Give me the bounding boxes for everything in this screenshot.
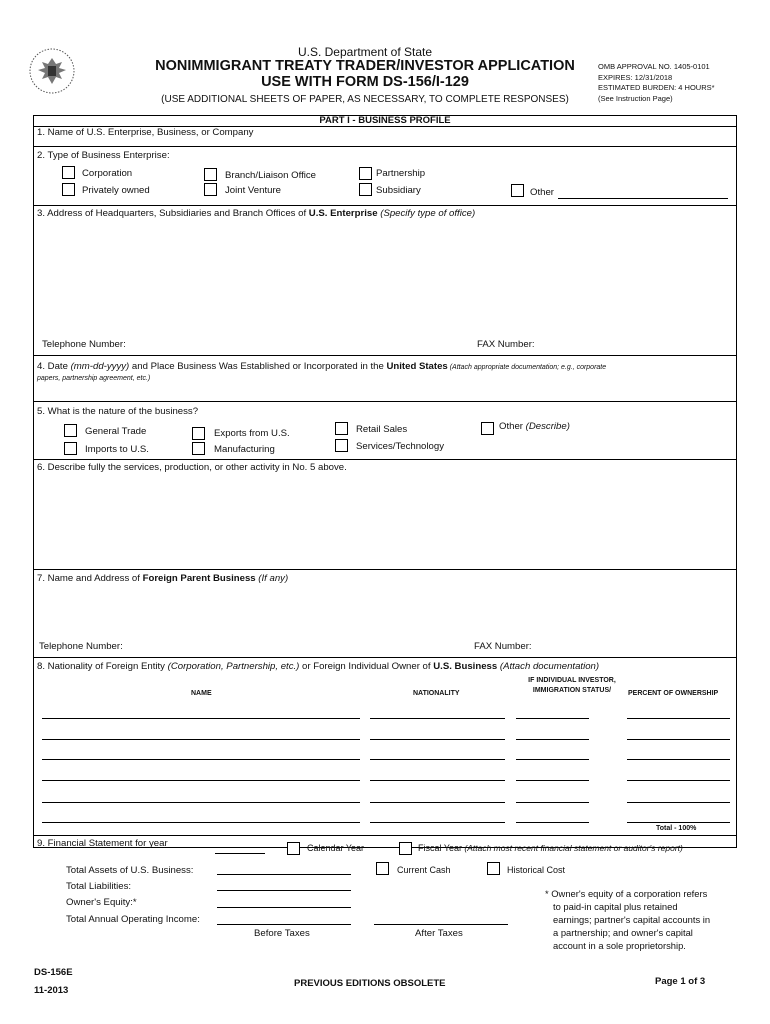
owner-percent-field[interactable]	[627, 718, 730, 719]
current-cash-checkbox[interactable]	[376, 862, 389, 875]
retail-checkbox[interactable]	[335, 422, 348, 435]
q4-label: 4. Date (mm-dd-yyyy) and Place Business Was Established or Incorporated in the United States (Attach appropriate documentation; e.g., corporate	[37, 361, 607, 372]
footnote-line-3: earnings; partner's capital accounts in	[553, 914, 711, 925]
q5-label: 5. What is the nature of the business?	[37, 406, 199, 417]
owner-status-field[interactable]	[516, 759, 589, 760]
omb-expires: EXPIRES: 12/31/2018	[598, 72, 673, 82]
form-subtitle: USE WITH FORM DS-156/I-129	[261, 74, 469, 90]
col-name-header: NAME	[191, 690, 212, 697]
omb-block	[598, 62, 715, 104]
department-name: U.S. Department of State	[297, 45, 433, 59]
footnote-line-5: account in a sole proprietorship.	[553, 940, 686, 951]
general-trade-label: General Trade	[85, 426, 147, 437]
owner-nationality-field[interactable]	[370, 802, 505, 803]
owner-status-field[interactable]	[516, 780, 589, 781]
total-income-label: Total Annual Operating Income:	[66, 914, 200, 925]
col-nationality-header: NATIONALITY	[413, 690, 460, 697]
q6-label: 6. Describe fully the services, production, or other activity in No. 5 above.	[37, 462, 347, 473]
imports-label: Imports to U.S.	[85, 444, 149, 455]
owner-name-field[interactable]	[42, 780, 360, 781]
imports-checkbox[interactable]	[64, 442, 77, 455]
footnote-line-2: to paid-in capital plus retained	[553, 901, 678, 912]
corporation-checkbox[interactable]	[62, 166, 75, 179]
owner-nationality-field[interactable]	[370, 759, 505, 760]
other-type-field[interactable]	[558, 198, 728, 199]
partnership-label: Partnership	[376, 168, 426, 179]
col-percent-header: PERCENT OF OWNERSHIP	[628, 690, 719, 697]
owner-name-field[interactable]	[42, 759, 360, 760]
owner-percent-field[interactable]	[627, 802, 730, 803]
exports-checkbox[interactable]	[192, 427, 205, 440]
parent-fax-label: FAX Number:	[474, 641, 532, 652]
q2-label: 2. Type of Business Enterprise:	[37, 150, 170, 161]
income-before-taxes-field[interactable]	[217, 924, 351, 925]
fiscal-year-label: Fiscal Year (Attach most recent financial statement or auditor's report)	[418, 843, 683, 853]
department-seal-icon	[28, 46, 76, 96]
total-assets-field[interactable]	[217, 874, 351, 875]
owner-percent-field[interactable]	[627, 759, 730, 760]
owners-equity-label: Owner's Equity:*	[66, 897, 137, 908]
total-assets-label: Total Assets of U.S. Business:	[66, 865, 194, 876]
previous-editions-notice: PREVIOUS EDITIONS OBSOLETE	[294, 978, 446, 989]
joint-venture-label: Joint Venture	[225, 185, 282, 196]
owner-nationality-field[interactable]	[370, 739, 505, 740]
total-liabilities-field[interactable]	[217, 890, 351, 891]
exports-label: Exports from U.S.	[214, 428, 290, 439]
corporation-label: Corporation	[82, 168, 133, 179]
form-date: 11-2013	[34, 985, 69, 996]
owner-status-field[interactable]	[516, 802, 589, 803]
after-taxes-label: After Taxes	[415, 928, 463, 939]
form-id: DS-156E	[34, 967, 73, 978]
general-trade-checkbox[interactable]	[64, 424, 77, 437]
privately-owned-checkbox[interactable]	[62, 183, 75, 196]
total-percent-label: Total - 100%	[656, 825, 697, 832]
owner-name-field[interactable]	[42, 822, 360, 823]
form-body	[33, 115, 737, 848]
owner-percent-field[interactable]	[627, 780, 730, 781]
calendar-year-checkbox[interactable]	[287, 842, 300, 855]
owner-name-field[interactable]	[42, 718, 360, 719]
omb-burden: ESTIMATED BURDEN: 4 HOURS*	[598, 83, 715, 92]
omb-approval: OMB APPROVAL NO. 1405-0101	[598, 62, 710, 71]
q1-label: 1. Name of U.S. Enterprise, Business, or Company	[37, 127, 254, 138]
form-title: NONIMMIGRANT TREATY TRADER/INVESTOR APPLICATION	[155, 58, 575, 74]
q8-label: 8. Nationality of Foreign Entity (Corporation, Partnership, etc.) or Foreign Individual Owner of U.S. Business (Attach documentation)	[37, 661, 600, 672]
before-taxes-label: Before Taxes	[254, 928, 310, 939]
page-number: Page 1 of 3	[655, 976, 706, 987]
privately-owned-label: Privately owned	[82, 185, 150, 196]
historical-cost-label: Historical Cost	[507, 865, 566, 875]
parent-telephone-label: Telephone Number:	[39, 641, 123, 652]
other-nature-label: Other (Describe)	[499, 421, 570, 432]
owner-percent-field[interactable]	[627, 739, 730, 740]
other-type-label: Other	[530, 187, 554, 198]
owner-name-field[interactable]	[42, 802, 360, 803]
financial-year-field[interactable]	[215, 853, 265, 854]
q7-label: 7. Name and Address of Foreign Parent Business (If any)	[37, 573, 289, 584]
total-liabilities-label: Total Liabilities:	[66, 881, 132, 892]
owner-percent-field[interactable]	[627, 822, 730, 823]
retail-label: Retail Sales	[356, 424, 408, 435]
col-status-header-1: IF INDIVIDUAL INVESTOR,	[528, 677, 616, 684]
owners-equity-field[interactable]	[217, 907, 351, 908]
part1-heading: PART I - BUSINESS PROFILE	[319, 115, 451, 126]
historical-cost-checkbox[interactable]	[487, 862, 500, 875]
owner-status-field[interactable]	[516, 822, 589, 823]
current-cash-label: Current Cash	[397, 865, 451, 875]
other-type-checkbox[interactable]	[511, 184, 524, 197]
hq-telephone-label: Telephone Number:	[42, 339, 126, 350]
form-instruction: (USE ADDITIONAL SHEETS OF PAPER, AS NECESSARY, TO COMPLETE RESPONSES)	[161, 94, 569, 105]
subsidiary-checkbox[interactable]	[359, 183, 372, 196]
footnote-line-1: * Owner's equity of a corporation refers	[545, 888, 708, 899]
services-label: Services/Technology	[356, 441, 444, 452]
owner-nationality-field[interactable]	[370, 718, 505, 719]
footnote-line-4: a partnership; and owner's capital	[553, 927, 693, 938]
owner-status-field[interactable]	[516, 739, 589, 740]
joint-venture-checkbox[interactable]	[204, 183, 217, 196]
manufacturing-checkbox[interactable]	[192, 442, 205, 455]
services-checkbox[interactable]	[335, 439, 348, 452]
col-status-header-2: IMMIGRATION STATUS/	[532, 687, 612, 694]
owner-name-field[interactable]	[42, 739, 360, 740]
owner-status-field[interactable]	[516, 718, 589, 719]
owner-nationality-field[interactable]	[370, 780, 505, 781]
omb-see-instruction: (See Instruction Page)	[598, 93, 673, 103]
calendar-year-label: Calendar Year	[307, 843, 365, 853]
owner-nationality-field[interactable]	[370, 822, 505, 823]
subsidiary-label: Subsidiary	[376, 185, 421, 196]
fiscal-year-checkbox[interactable]	[399, 842, 412, 855]
partnership-checkbox[interactable]	[359, 167, 372, 180]
q3-label: 3. Address of Headquarters, Subsidiaries and Branch Offices of U.S. Enterprise (Specify type of office)	[37, 208, 476, 219]
other-nature-checkbox[interactable]	[481, 422, 494, 435]
income-after-taxes-field[interactable]	[374, 924, 508, 925]
owners-equity-footnote	[545, 887, 710, 952]
manufacturing-label: Manufacturing	[214, 444, 275, 455]
hq-fax-label: FAX Number:	[477, 339, 535, 350]
q9-label: 9. Financial Statement for year	[37, 838, 168, 849]
q4-label-line2: papers, partnership agreement, etc.)	[37, 375, 151, 382]
branch-label: Branch/Liaison Office	[225, 170, 317, 181]
branch-checkbox[interactable]	[204, 168, 217, 181]
